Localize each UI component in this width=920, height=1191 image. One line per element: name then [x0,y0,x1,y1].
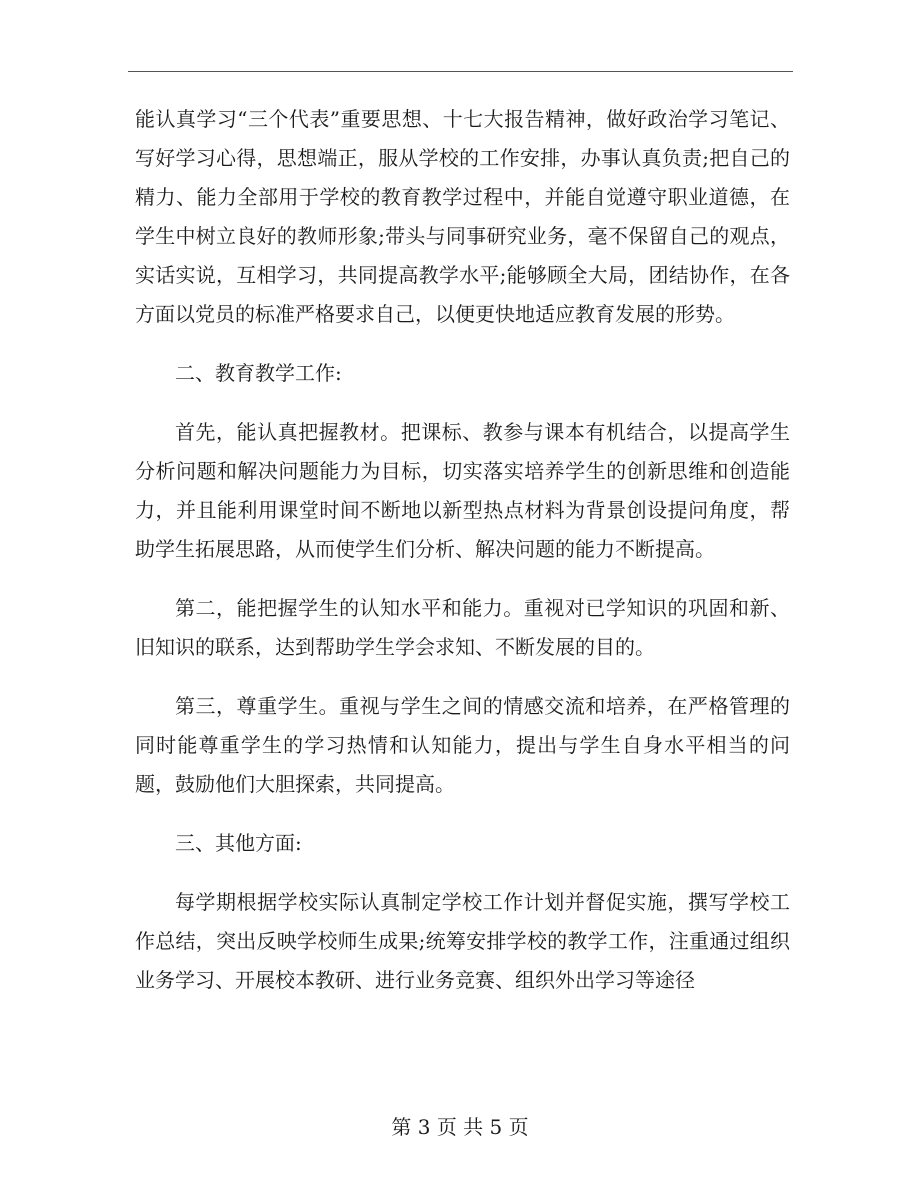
document-body [135,100,790,1000]
paragraph-political-study: 能认真学习“三个代表”重要思想、十七大报告精神，做好政治学习笔记、写好学习心得，思想端正，服从学校的工作安排，办事认真负责;把自己的精力、能力全部用于学校的教育教学过程中，并能自觉遵守职业道德，在学生中树立良好的教师形象;带头与同事研究业务，毫不保留自己的观点，实话实说，互相学习，共同提高教学水平;能够顾全大局，团结协作，在各方面以党员的标准严格要求自己，以便更快地适应教育发展的形势。 [135,107,790,326]
paragraph-third: 第三，尊重学生。重视与学生之间的情感交流和培养，在严格管理的同时能尊重学生的学习热情和认知能力，提出与学生自身水平相当的问题，鼓励他们大胆探索，共同提高。 [135,694,790,796]
paragraph-gap [135,569,790,589]
paragraph-gap [135,863,790,883]
page-number: 第 3 页 共 5 页 [391,1115,529,1139]
header-rule [128,71,793,72]
paragraph-gap [135,393,790,413]
paragraph-gap [135,334,790,354]
paragraph-first: 首先，能认真把握教材。把课标、教参与课本有机结合，以提高学生分析问题和解决问题能力为目标，切实落实培养学生的创新思维和创造能力，并且能利用课堂时间不断地以新型热点材料为背景创设提问角度，帮助学生拓展思路，从而使学生们分析、解决问题的能力不断提高。 [135,420,790,561]
paragraph-second: 第二，能把握学生的认知水平和能力。重视对已学知识的巩固和新、旧知识的联系，达到帮助学生学会求知、不断发展的目的。 [135,596,790,659]
paragraph-school-work: 每学期根据学校实际认真制定学校工作计划并督促实施，撰写学校工作总结，突出反映学校师生成果;统筹安排学校的教学工作，注重通过组织业务学习、开展校本教研、进行业务竞赛、组织外出学习等途径 [135,890,790,992]
paragraph-gap [135,804,790,824]
section-heading-other: 三、其他方面: [175,831,302,855]
section-heading-teaching: 二、教育教学工作: [175,361,342,385]
paragraph-gap [135,667,790,687]
